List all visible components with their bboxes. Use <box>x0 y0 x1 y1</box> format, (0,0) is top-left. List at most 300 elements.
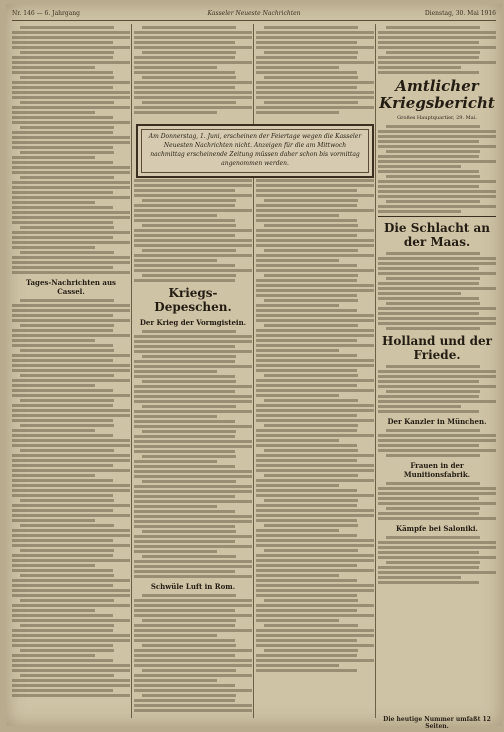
text-line <box>378 41 479 44</box>
text-line <box>386 507 480 510</box>
text-line <box>134 614 252 617</box>
text-line <box>256 559 374 562</box>
text-line <box>256 269 374 272</box>
text-line <box>12 629 113 632</box>
text-line <box>378 375 496 378</box>
text-line <box>256 414 357 417</box>
article-text <box>256 174 374 672</box>
text-line <box>378 512 479 515</box>
text-line <box>20 324 114 327</box>
text-line <box>134 214 217 217</box>
text-line <box>142 669 236 672</box>
text-line <box>12 409 130 412</box>
text-line <box>134 679 217 682</box>
text-line <box>378 155 479 158</box>
text-line <box>256 614 374 617</box>
text-line <box>256 479 374 482</box>
text-line <box>256 609 357 612</box>
text-line <box>12 81 130 84</box>
text-line <box>12 334 130 337</box>
text-line <box>134 575 252 578</box>
text-line <box>134 259 217 262</box>
text-line <box>378 190 496 193</box>
text-line <box>256 464 374 467</box>
text-line <box>378 61 496 64</box>
text-line <box>134 179 252 182</box>
newspaper-page <box>6 4 502 730</box>
article-text <box>12 299 130 697</box>
text-line <box>20 349 114 352</box>
text-line <box>134 470 252 473</box>
text-line <box>134 360 235 363</box>
text-line <box>12 634 130 637</box>
text-line <box>378 410 479 413</box>
text-line <box>134 111 217 114</box>
text-line <box>134 189 235 192</box>
text-line <box>12 414 130 417</box>
text-line <box>12 389 113 392</box>
text-line <box>20 176 114 179</box>
text-line <box>264 101 358 104</box>
text-line <box>256 339 357 342</box>
text-line <box>134 709 252 712</box>
text-line <box>12 196 130 199</box>
text-line <box>256 439 339 442</box>
section-heading: Holland und der Friede. <box>382 334 492 362</box>
text-line <box>20 624 114 627</box>
text-line <box>256 629 374 632</box>
text-line <box>134 425 252 428</box>
text-line <box>256 349 339 352</box>
text-line <box>12 206 113 209</box>
text-line <box>134 520 252 523</box>
text-line <box>134 475 252 478</box>
text-line <box>264 274 358 277</box>
article-text <box>378 429 496 457</box>
text-line <box>134 505 217 508</box>
text-line <box>256 669 357 672</box>
text-line <box>12 186 130 189</box>
text-line <box>12 344 113 347</box>
text-line <box>378 546 496 549</box>
text-line <box>134 659 252 662</box>
text-line <box>20 649 114 652</box>
text-line <box>256 91 374 94</box>
text-line <box>142 380 236 383</box>
notice-text: Am Donnerstag, 1. Juni, erscheinen der Feiertage wegen die Kasseler Neuesten Nachrichten nicht. Anzeigen für die am Mittwoch nachmittag erscheinende Zeitung müssen daher schon bis vormittag angenommen werden. <box>148 133 362 167</box>
text-line <box>264 224 358 227</box>
text-line <box>134 229 252 232</box>
text-line <box>256 594 357 597</box>
text-line <box>256 504 357 507</box>
text-line <box>378 135 496 138</box>
text-line <box>256 579 357 582</box>
text-line <box>12 61 130 64</box>
text-line <box>264 299 358 302</box>
article-text <box>378 365 496 413</box>
text-line <box>20 51 114 54</box>
text-line <box>134 654 235 657</box>
text-line <box>264 374 358 377</box>
text-line <box>256 419 374 422</box>
text-line <box>256 639 357 642</box>
text-line <box>378 405 461 408</box>
text-line <box>12 359 113 362</box>
text-line <box>134 36 252 39</box>
text-line <box>134 604 252 607</box>
text-line <box>12 619 130 622</box>
text-line <box>12 594 130 597</box>
text-line <box>134 184 252 187</box>
text-line <box>12 559 130 562</box>
text-line <box>134 485 252 488</box>
section-heading: Amtlicher Kriegsbericht <box>379 77 495 112</box>
text-line <box>12 404 113 407</box>
text-line <box>12 684 130 687</box>
text-line <box>12 529 130 532</box>
text-line <box>256 589 374 592</box>
text-line <box>378 31 496 34</box>
text-line <box>12 639 130 642</box>
text-line <box>142 51 236 54</box>
text-line <box>12 71 113 74</box>
text-line <box>12 31 130 34</box>
text-line <box>20 76 114 79</box>
text-line <box>12 459 130 462</box>
text-line <box>12 644 113 647</box>
text-line <box>378 556 496 559</box>
text-line <box>378 517 496 520</box>
text-line <box>134 390 235 393</box>
text-line <box>256 334 374 337</box>
text-line <box>134 565 252 568</box>
text-line <box>378 571 496 574</box>
text-line <box>12 439 130 442</box>
text-line <box>256 664 339 667</box>
text-line <box>142 644 236 647</box>
text-line <box>256 294 357 297</box>
text-line <box>12 379 130 382</box>
text-line <box>256 404 374 407</box>
text-line <box>12 131 113 134</box>
text-line <box>134 66 217 69</box>
text-line <box>378 180 496 183</box>
text-line <box>256 106 374 109</box>
text-line <box>256 644 374 647</box>
text-line <box>256 56 357 59</box>
text-line <box>12 211 130 214</box>
text-line <box>386 482 480 485</box>
text-line <box>12 354 130 357</box>
text-line <box>12 309 130 312</box>
text-line <box>256 454 374 457</box>
article-text <box>134 594 252 712</box>
text-line <box>134 81 252 84</box>
text-line <box>134 599 252 602</box>
text-line <box>386 365 480 368</box>
article-text <box>378 536 496 584</box>
text-line <box>378 385 496 388</box>
text-line <box>134 535 252 538</box>
text-line <box>20 374 114 377</box>
text-line <box>134 525 235 528</box>
text-line <box>256 329 374 332</box>
text-line <box>378 576 461 579</box>
text-line <box>386 26 480 29</box>
text-line <box>142 76 236 79</box>
text-line <box>12 216 130 219</box>
text-line <box>386 200 480 203</box>
text-line <box>134 46 252 49</box>
text-line <box>264 449 358 452</box>
text-line <box>20 574 114 577</box>
text-line <box>12 106 130 109</box>
text-line <box>12 654 95 657</box>
text-line <box>256 364 374 367</box>
text-line <box>12 41 113 44</box>
text-line <box>256 659 374 662</box>
text-line <box>12 181 130 184</box>
text-line <box>256 344 374 347</box>
text-line <box>12 539 113 542</box>
text-line <box>256 394 339 397</box>
text-line <box>142 455 236 458</box>
text-line <box>256 529 339 532</box>
article-text <box>378 252 496 330</box>
text-line <box>256 619 339 622</box>
text-line <box>134 269 252 272</box>
text-line <box>12 514 130 517</box>
text-line <box>134 500 252 503</box>
text-line <box>20 499 114 502</box>
text-line <box>142 430 236 433</box>
text-line <box>12 369 130 372</box>
text-line <box>12 241 130 244</box>
text-line <box>12 474 95 477</box>
text-line <box>12 534 130 537</box>
text-line <box>12 86 113 89</box>
text-line <box>386 536 480 539</box>
text-line <box>12 494 113 497</box>
article-text <box>134 174 252 282</box>
text-line <box>134 445 252 448</box>
text-line <box>12 394 130 397</box>
text-line <box>256 184 374 187</box>
text-line <box>12 246 95 249</box>
text-line <box>378 322 496 325</box>
article-heading: Der Krieg der Vormgistein. <box>139 318 247 327</box>
text-line <box>134 385 252 388</box>
text-line <box>134 91 252 94</box>
text-line <box>256 634 374 637</box>
text-line <box>378 297 479 300</box>
text-line <box>264 624 358 627</box>
text-line <box>264 249 358 252</box>
text-line <box>12 609 95 612</box>
text-line <box>378 287 496 290</box>
text-line <box>264 324 358 327</box>
text-line <box>264 524 358 527</box>
text-line <box>256 434 374 437</box>
text-line <box>12 429 95 432</box>
text-line <box>378 145 496 148</box>
text-line <box>20 674 114 677</box>
text-line <box>264 76 358 79</box>
text-line <box>378 492 496 495</box>
article-text <box>256 26 374 114</box>
text-line <box>12 469 130 472</box>
text-line <box>134 435 235 438</box>
text-line <box>256 574 339 577</box>
text-line <box>256 554 374 557</box>
text-line <box>386 277 480 280</box>
text-line <box>12 339 95 342</box>
text-line <box>134 194 252 197</box>
text-line <box>134 629 252 632</box>
text-line <box>134 219 235 222</box>
text-line <box>378 205 496 208</box>
text-line <box>134 106 252 109</box>
text-line <box>12 584 113 587</box>
text-line <box>256 309 357 312</box>
text-line <box>20 424 114 427</box>
text-line <box>378 282 479 285</box>
text-line <box>256 314 374 317</box>
text-line <box>378 130 496 133</box>
text-line <box>256 489 357 492</box>
text-line <box>12 454 130 457</box>
text-line <box>256 229 374 232</box>
text-line <box>12 314 113 317</box>
text-line <box>12 231 130 234</box>
text-line <box>256 96 374 99</box>
text-line <box>378 210 461 213</box>
text-line <box>256 214 339 217</box>
text-line <box>256 444 357 447</box>
text-line <box>256 509 374 512</box>
text-line <box>142 530 236 533</box>
text-line <box>378 46 496 49</box>
text-line <box>20 151 114 154</box>
text-line <box>12 589 130 592</box>
text-line <box>378 140 479 143</box>
text-line <box>256 409 374 412</box>
text-line <box>264 399 358 402</box>
text-line <box>12 484 130 487</box>
text-line <box>378 195 496 198</box>
holiday-notice-box <box>136 124 374 178</box>
text-line <box>134 450 235 453</box>
text-line <box>256 284 374 287</box>
text-line <box>12 364 130 367</box>
text-line <box>256 459 357 462</box>
text-line <box>142 555 236 558</box>
text-line <box>134 264 235 267</box>
text-line <box>134 550 217 553</box>
text-line <box>378 541 496 544</box>
text-line <box>12 116 113 119</box>
text-line <box>256 204 357 207</box>
text-line <box>12 191 113 194</box>
article-text <box>378 26 496 74</box>
text-line <box>378 36 496 39</box>
text-line <box>256 244 374 247</box>
text-line <box>134 239 252 242</box>
text-line <box>12 91 130 94</box>
text-line <box>256 519 357 522</box>
article-text <box>378 125 496 213</box>
text-line <box>12 659 113 662</box>
text-line <box>12 579 130 582</box>
text-line <box>12 46 130 49</box>
text-line <box>134 634 217 637</box>
text-line <box>256 534 357 537</box>
text-line <box>378 487 496 490</box>
text-line <box>256 239 374 242</box>
text-line <box>386 125 480 128</box>
issue-date: Dienstag, 30. Mai 1916 <box>424 10 496 17</box>
text-line <box>134 465 235 468</box>
text-line <box>12 554 113 557</box>
text-line <box>12 304 130 307</box>
text-line <box>386 51 480 54</box>
text-line <box>12 434 113 437</box>
text-line <box>20 299 114 302</box>
text-line <box>134 560 252 563</box>
text-line <box>378 449 496 452</box>
text-line <box>256 514 374 517</box>
text-line <box>256 319 374 322</box>
text-line <box>256 259 339 262</box>
text-line <box>142 355 236 358</box>
text-line <box>386 252 480 255</box>
text-line <box>12 664 130 667</box>
text-line <box>134 279 235 282</box>
text-line <box>142 405 236 408</box>
text-line <box>264 51 358 54</box>
text-line <box>264 199 358 202</box>
text-line <box>386 175 480 178</box>
text-line <box>134 624 235 627</box>
text-line <box>134 370 217 373</box>
paper-title: Kasseler Neueste Nachrichten <box>207 10 301 17</box>
text-line <box>256 254 374 257</box>
text-line <box>12 136 130 139</box>
text-line <box>142 101 236 104</box>
text-line <box>134 420 235 423</box>
text-line <box>134 350 252 353</box>
text-line <box>256 469 374 472</box>
text-line <box>378 439 496 442</box>
text-line <box>256 604 374 607</box>
text-line <box>142 330 236 333</box>
text-line <box>378 312 479 315</box>
text-line <box>134 254 252 257</box>
text-line <box>386 327 480 330</box>
text-line <box>12 509 113 512</box>
text-line <box>256 389 374 392</box>
text-line <box>12 141 130 144</box>
text-line <box>134 664 252 667</box>
article-text <box>134 26 252 114</box>
text-line <box>12 444 130 447</box>
text-line <box>378 444 479 447</box>
text-line <box>256 194 374 197</box>
text-line <box>142 274 236 277</box>
text-line <box>256 359 374 362</box>
text-line <box>378 380 479 383</box>
text-line <box>134 545 252 548</box>
